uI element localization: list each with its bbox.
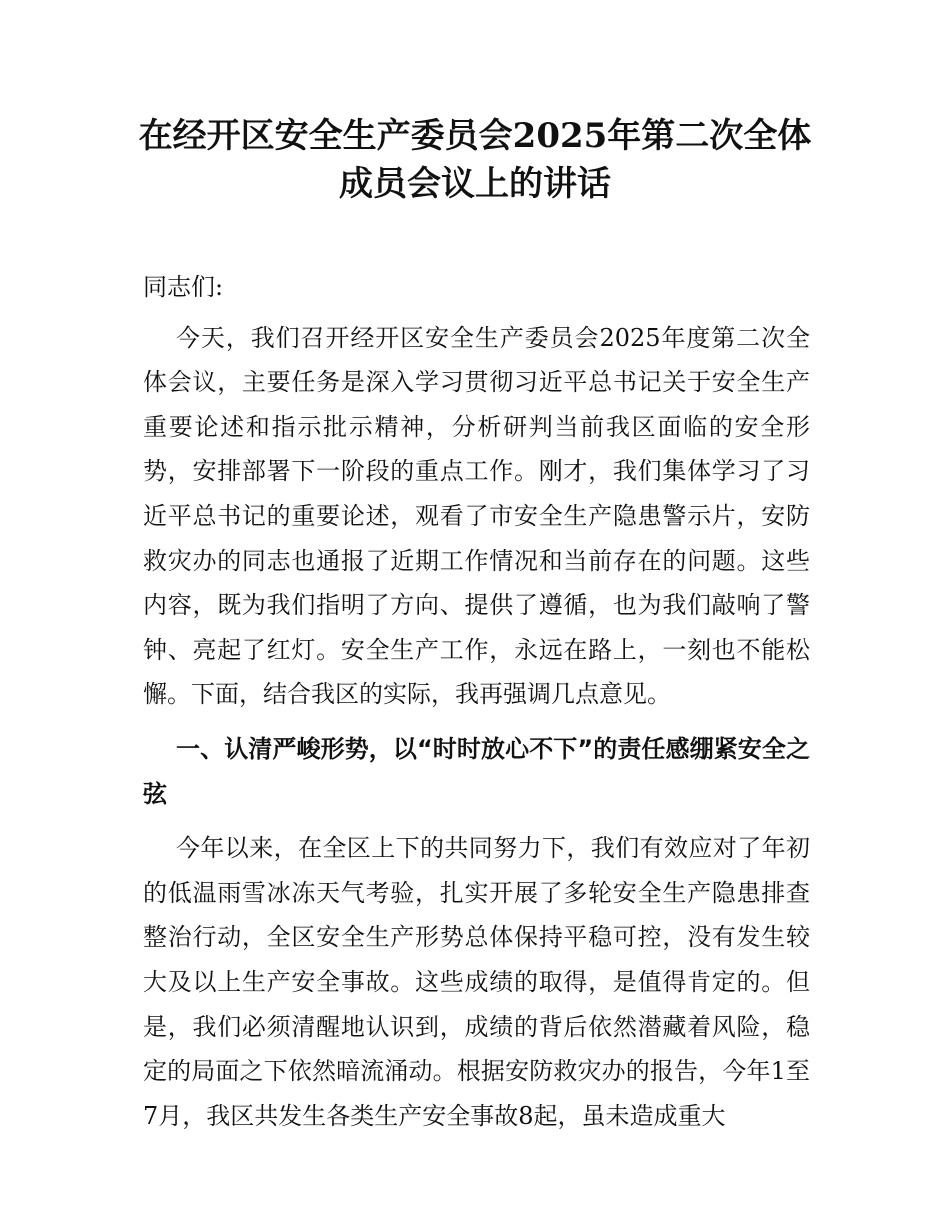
document-body: [143, 265, 810, 1148]
title-line-2: 成员会议上的讲话: [339, 164, 611, 204]
paragraph-intro: 今天，我们召开经开区安全生产委员会2025年度第二次全体会议，主要任务是深入学习贯彻习近平总书记关于安全生产重要论述和指示批示精神，分析研判当前我区面临的安全形势，安排部署下一阶段的重点工作。刚才，我们集体学习了习近平总书记的重要论述，观看了市安全生产隐患警示片，安防救灾办的同志也通报了近期工作情况和当前存在的问题。这些内容，既为我们指明了方向、提供了遵循，也为我们敲响了警钟、亮起了红灯。安全生产工作，永远在路上，一刻也不能松懈。下面，结合我区的实际，我再强调几点意见。: [143, 323, 810, 709]
paragraph-situation: 今年以来，在全区上下的共同努力下，我们有效应对了年初的低温雨雪冰冻天气考验，扎实开展了多轮安全生产隐患排查整治行动，全区安全生产形势总体保持平稳可控，没有发生较大及以上生产安全事故。这些成绩的取得，是值得肯定的。但是，我们必须清醒地认识到，成绩的背后依然潜藏着风险，稳定的局面之下依然暗流涌动。根据安防救灾办的报告，今年1至7月，我区共发生各类生产安全事故8起，虽未造成重大: [143, 834, 810, 1130]
section-heading-1: 一、认清严峻形势，以“时时放心不下”的责任感绷紧安全之弦: [143, 734, 810, 808]
title-line-1: 在经开区安全生产委员会2025年第二次全体: [138, 116, 812, 156]
salutation: 同志们:: [143, 273, 224, 301]
document-title: [120, 112, 830, 208]
